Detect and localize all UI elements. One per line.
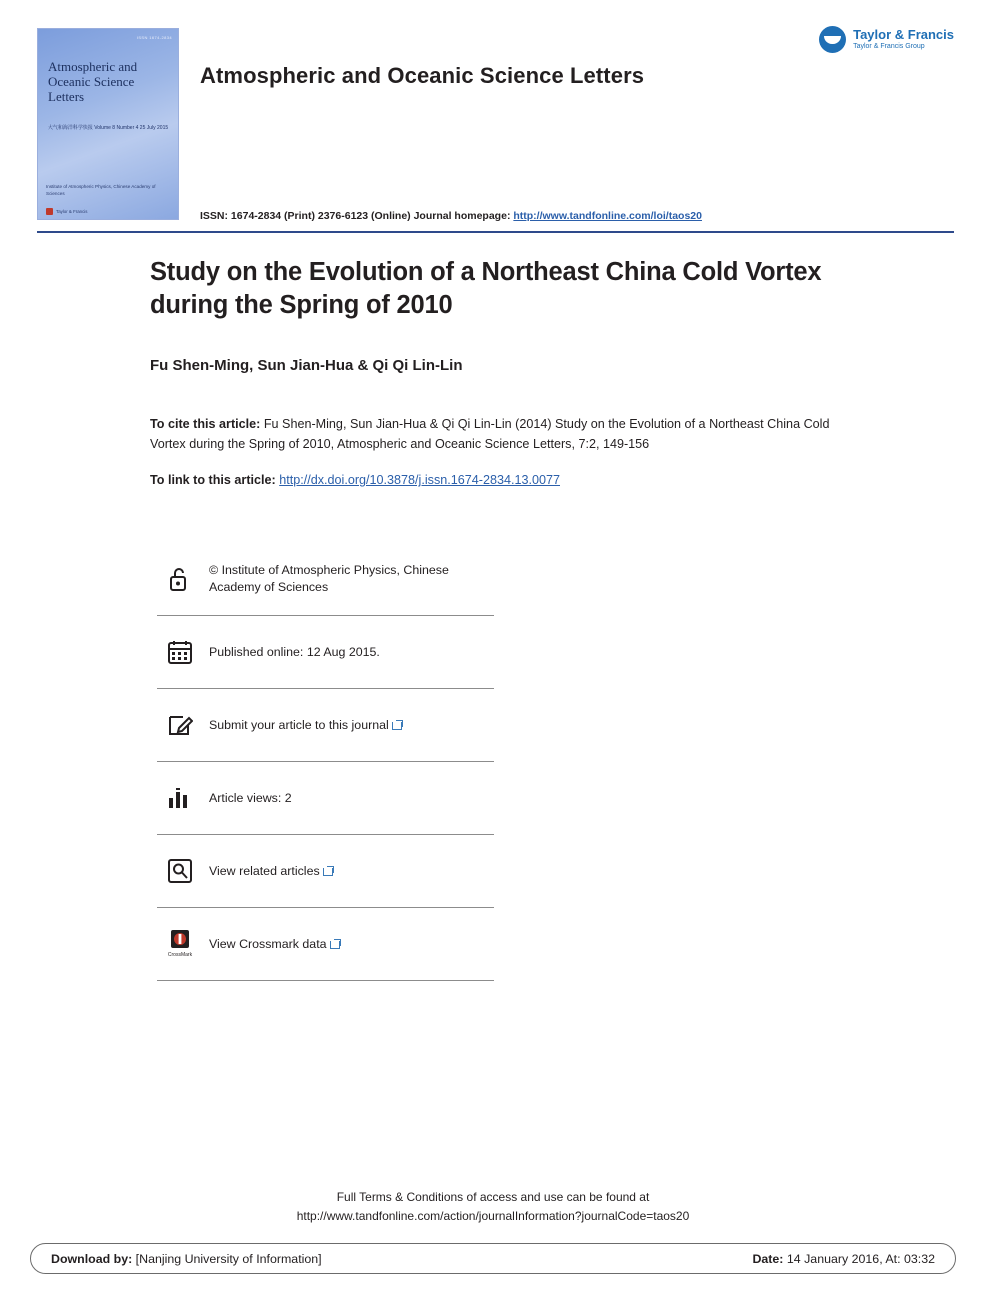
download-info-bar [30,1243,956,1274]
publisher-name-block [853,28,954,52]
meta-row-text: Published online: 12 Aug 2015. [209,644,380,659]
cover-brand-text: Taylor & Francis [56,209,88,214]
terms-line-2: http://www.tandfonline.com/action/journalInformation?journalCode=taos20 [296,1209,690,1223]
doi-label: To link to this article: [150,473,276,487]
article-title: Study on the Evolution of a Northeast China Cold Vortex during the Spring of 2010 [150,258,822,319]
cover-publisher-brand [46,208,87,215]
download-date-value: 14 January 2016, At: 03:32 [783,1251,935,1266]
article-block [150,256,840,981]
publisher-name: Taylor & Francis [853,26,954,42]
doi-block [150,473,840,487]
related-articles-icon [157,858,209,884]
article-meta-list [157,543,494,981]
meta-row-text: Submit your article to this journal [209,717,389,732]
taylor-francis-logo-icon [819,26,846,53]
submit-article-icon [157,712,209,738]
citation-block [150,415,840,454]
meta-row-views [157,762,494,835]
meta-row-crossmark-label[interactable] [209,936,341,953]
open-access-icon [157,565,209,593]
external-link-icon [330,939,341,949]
meta-row-copyright [157,543,494,616]
publisher-logo[interactable] [819,26,954,53]
cover-volume-info: 大气和海洋科学快报 Volume 8 Number 4 25 July 2015 [47,125,169,131]
journal-title: Atmospheric and Oceanic Science Letters [200,63,645,88]
cover-issn-label: ISSN 1674-2834 [136,35,172,40]
article-authors: Fu Shen-Ming, Sun Jian-Hua & Qi Qi Lin-Lin [150,357,463,374]
cover-institute: Institute of Atmospheric Physics, Chinese Academy of Sciences [46,184,156,196]
meta-row-published [157,616,494,689]
meta-row-text: © Institute of Atmospheric Physics, Chinese Academy of Sciences [209,563,449,594]
meta-row-related[interactable] [157,835,494,908]
citation-text: Fu Shen-Ming, Sun Jian-Hua & Qi Qi Lin-Lin (2014) Study on the Evolution of a Northeast China Cold Vortex during the Spring of 2010, Atmospheric and Oceanic Science Letters, 7:2, 149-156 [150,417,830,451]
download-by-value: [Nanjing University of Information] [132,1251,322,1266]
page-header [0,0,986,222]
svg-text:CrossMark: CrossMark [167,952,193,958]
meta-row-text: Article views: 2 [209,790,292,805]
terms-block [0,1188,986,1226]
meta-row-related-label[interactable] [209,863,334,880]
header-divider [37,231,954,233]
cover-title: Atmospheric and Oceanic Science Letters [48,59,138,104]
issn-text: ISSN: 1674-2834 (Print) 2376-6123 (Online) Journal homepage: [200,210,511,222]
article-views-icon [157,786,209,810]
terms-line-1: Full Terms & Conditions of access and use can be found at [336,1190,650,1204]
journal-cover-thumbnail [37,28,179,220]
external-link-icon [323,866,334,876]
download-by-label: Download by: [51,1251,133,1266]
meta-row-crossmark[interactable] [157,908,494,981]
calendar-icon [157,639,209,665]
download-by [51,1252,322,1266]
download-date-label: Date: [752,1251,784,1266]
meta-row-text: View related articles [209,863,320,878]
cover-brand-square-icon [46,208,53,215]
external-link-icon [392,720,403,730]
publisher-group: Taylor & Francis Group [853,42,925,50]
citation-label: To cite this article: [150,417,261,431]
meta-row-submit[interactable] [157,689,494,762]
issn-line [200,210,702,222]
download-date [752,1252,935,1266]
crossmark-icon [157,929,209,959]
meta-row-submit-label[interactable] [209,717,403,734]
meta-row-text: View Crossmark data [209,936,327,951]
doi-link[interactable]: http://dx.doi.org/10.3878/j.issn.1674-2834.13.0077 [279,473,560,487]
journal-homepage-link[interactable]: http://www.tandfonline.com/loi/taos20 [513,210,702,222]
